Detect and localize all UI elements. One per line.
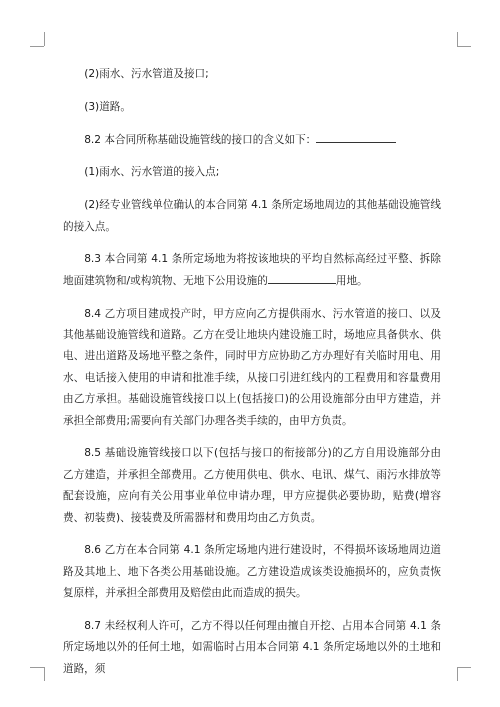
crop-mark-top-left-h (30, 46, 44, 47)
paragraph-text: (2)雨水、污水管道及接口; (84, 68, 209, 80)
paragraph-text: (2)经专业管线单位确认的本合同第 4.1 条所定场地周边的其他基础设施管线的接入点。 (63, 199, 441, 233)
crop-mark-top-right-h (457, 46, 471, 47)
fill-in-blank (268, 272, 336, 284)
crop-mark-top-left-v (44, 32, 45, 46)
paragraph-1-connection-point (63, 162, 441, 183)
paragraph-8-7 (63, 616, 441, 680)
crop-mark-bottom-right-h (457, 667, 471, 668)
paragraph-2-other-pipelines (63, 195, 441, 238)
paragraph-8-4 (63, 304, 441, 432)
paragraph-8-6 (63, 540, 441, 604)
paragraph-2-stormwater (63, 64, 441, 85)
paragraph-text: 8.2 本合同所称基础设施管线的接口的含义如下： (84, 133, 317, 146)
crop-mark-bottom-left-h (30, 667, 44, 668)
paragraph-text: (3)道路。 (84, 100, 131, 113)
paragraph-text: (1)雨水、污水管道的接入点; (84, 166, 220, 179)
crop-mark-top-right-v (457, 32, 458, 46)
document-body (63, 64, 441, 680)
paragraph-8-3 (63, 249, 441, 292)
fill-in-blank (316, 131, 396, 143)
paragraph-8-2 (63, 130, 441, 151)
paragraph-text: 8.7 未经权利人许可，乙方不得以任何理由擅自开挖、占用本合同第 4.1 条所定场地以外的任何土地，如需临时占用本合同第 4.1 条所定场地以外的土地和道路，须 (63, 620, 441, 675)
paragraph-3-road (63, 97, 441, 118)
paragraph-text: 8.4 乙方项目建成投产时，甲方应向乙方提供雨水、污水管道的接口、以及其他基础设施管线和道路。乙方在受让地块内建设施工时，场地应具备供水、供电、进出道路及场地平整之条件，同时甲方应协助乙方办理好有关临时用电、用水、电话接入使用的申请和批准手续，从接口引进红线内的工程费用和容量费用由乙方承担。基础设施管线接口以上(包括接口)的公用设施部分由甲方建造，并承担全部费用;需要向有关部门办理各类手续的，由甲方负责。 (63, 307, 441, 427)
crop-mark-bottom-left-v (44, 667, 45, 681)
paragraph-text: 8.6 乙方在本合同第 4.1 条所定场地内进行建设时，不得损坏该场地周边道路及其地上、地下各类公用基础设施。乙方建设造成该类设施损坏的，应负责恢复原样，并承担全部费用及赔偿由此而造成的损失。 (63, 544, 441, 600)
paragraph-8-5 (63, 443, 441, 529)
paragraph-text: 用地。 (335, 274, 368, 287)
crop-mark-bottom-right-v (457, 667, 458, 681)
paragraph-text: 8.5 基础设施管线接口以下(包括与接口的衔接部分)的乙方自用设施部分由乙方建造，并承担全部费用。乙方使用供电、供水、电讯、煤气、雨污水排放等配套设施，应向有关公用事业单位申请办理，甲方应提供必要协助，贴费(增容费、初装费)、接装费及所需器材和费用均由乙方负责。 (63, 447, 441, 524)
paragraph-text: 8.3 本合同第 4.1 条所定场地为将按该地块的平均自然标高经过平整、拆除地面建筑物和/或构筑物、无地下公用设施的 (63, 253, 441, 287)
